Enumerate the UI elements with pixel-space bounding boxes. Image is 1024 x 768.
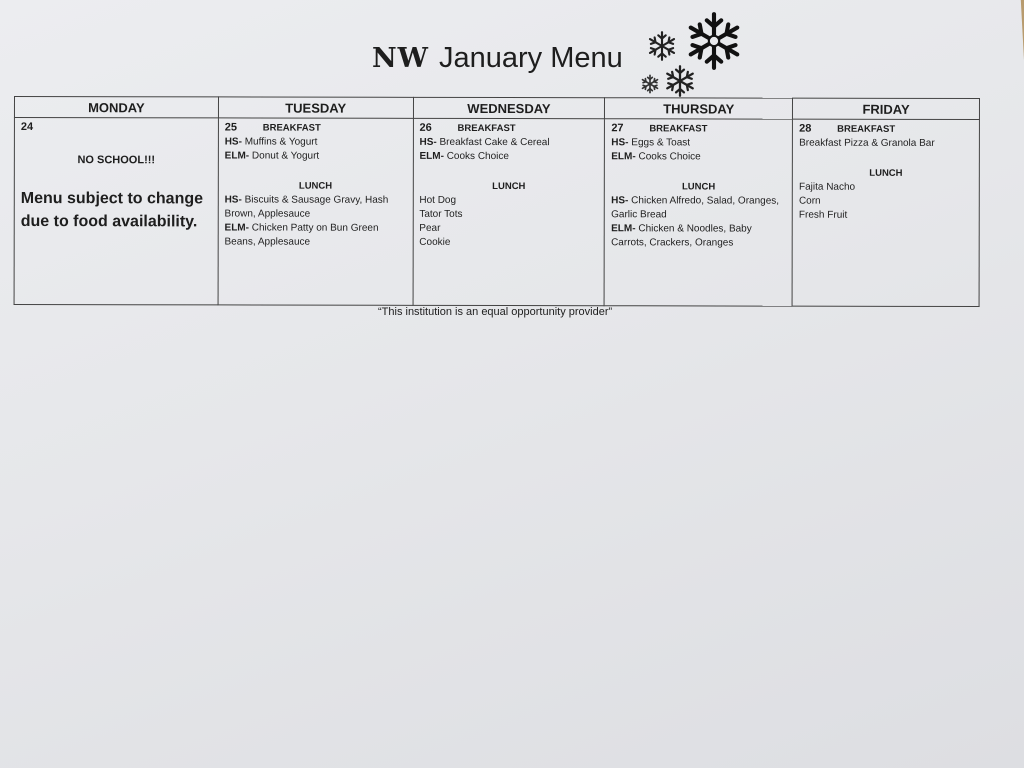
school-tag: HS- — [224, 136, 242, 148]
menu-line — [224, 221, 406, 249]
menu-line — [611, 194, 786, 222]
menu-item: Chicken & Noodles, Baby Carrots, Crackers, Oranges — [611, 223, 752, 249]
menu-line — [419, 150, 598, 164]
menu-line — [419, 136, 598, 150]
breakfast-heading: BREAKFAST — [649, 123, 708, 135]
date-row — [799, 122, 973, 137]
school-tag: ELM- — [224, 222, 250, 234]
day-header: MONDAY — [14, 97, 218, 118]
menu-item: Corn — [798, 195, 821, 207]
menu-line — [225, 135, 407, 149]
equal-opportunity-statement: “This institution is an equal opportunity provider” — [378, 306, 613, 318]
lunch-heading: LUNCH — [298, 180, 333, 192]
menu-line — [225, 193, 407, 221]
menu-item: Cooks Choice — [638, 151, 701, 163]
menu-item: Eggs & Toast — [631, 137, 691, 149]
no-school-label: NO SCHOOL!!! — [77, 154, 156, 167]
day-header: WEDNESDAY — [413, 97, 605, 118]
menu-item: Breakfast Cake & Cereal — [439, 136, 550, 149]
menu-item: Cooks Choice — [446, 150, 509, 163]
menu-item: Breakfast Pizza & Granola Bar — [799, 137, 935, 149]
menu-line — [419, 236, 598, 250]
menu-row — [14, 118, 979, 307]
lunch-heading: LUNCH — [869, 167, 903, 179]
menu-item: Cookie — [419, 236, 451, 248]
school-tag: ELM- — [611, 151, 636, 163]
day-header: THURSDAY — [605, 98, 793, 119]
menu-line — [225, 149, 407, 163]
menu-line — [611, 136, 786, 150]
lunch-heading: LUNCH — [492, 181, 526, 193]
lunch-heading: LUNCH — [681, 181, 716, 193]
school-tag: HS- — [224, 194, 242, 206]
menu-item: Donut & Yogurt — [251, 150, 320, 162]
spacer — [611, 164, 786, 180]
date-row — [611, 121, 786, 136]
menu-line — [419, 222, 598, 236]
day-header: TUESDAY — [218, 97, 413, 118]
menu-item: Chicken Alfredo, Salad, Oranges, Garlic Bread — [611, 195, 780, 221]
title-bold: NW — [372, 43, 430, 74]
menu-line — [799, 181, 973, 195]
snowflake-icon — [663, 64, 697, 98]
snowflake-icon — [646, 30, 678, 62]
breakfast-heading: BREAKFAST — [262, 122, 321, 134]
date-number: 26 — [419, 121, 432, 134]
menu-line — [799, 209, 973, 223]
date-number: 28 — [799, 122, 812, 135]
menu-notice: Menu subject to change due to food availability. — [20, 190, 204, 231]
desk-edge — [1016, 0, 1024, 60]
menu-line — [799, 195, 973, 209]
date-row — [225, 120, 407, 135]
menu-item: Hot Dog — [419, 194, 457, 206]
menu-item: Fresh Fruit — [798, 209, 848, 221]
day-header: FRIDAY — [793, 98, 980, 119]
menu-item: Chicken Patty on Bun Green Beans, Applesauce — [224, 222, 379, 248]
school-tag: ELM- — [419, 150, 444, 162]
header-row — [14, 97, 979, 120]
date-number: 27 — [611, 122, 624, 135]
breakfast-heading: BREAKFAST — [837, 123, 896, 135]
menu-line — [611, 222, 786, 250]
day-cell-wednesday — [413, 118, 605, 305]
menu-line — [419, 194, 598, 208]
school-tag: HS- — [419, 136, 437, 148]
menu-item: Muffins & Yogurt — [244, 136, 318, 148]
menu-item: Fajita Nacho — [798, 181, 856, 193]
snowflake-icon — [640, 74, 660, 94]
page-title — [372, 38, 623, 79]
spacer — [225, 163, 407, 179]
date-number: 25 — [224, 121, 238, 134]
menu-line — [799, 137, 973, 151]
school-tag: HS- — [611, 137, 629, 149]
day-cell-friday — [792, 119, 979, 306]
title-rest: January Menu — [439, 42, 623, 74]
breakfast-heading: BREAKFAST — [457, 122, 516, 135]
school-tag: ELM- — [224, 150, 250, 162]
snowflake-icon — [683, 10, 745, 72]
date-number: 24 — [20, 121, 34, 134]
menu-item: Biscuits & Sausage Gravy, Hash Brown, Applesauce — [224, 194, 389, 220]
menu-line — [611, 150, 786, 164]
day-cell-monday — [14, 118, 218, 305]
school-tag: HS- — [611, 195, 629, 207]
date-row — [420, 121, 599, 136]
day-cell-thursday — [604, 119, 792, 306]
spacer — [799, 151, 973, 167]
menu-item: Pear — [419, 222, 441, 234]
menu-line — [419, 208, 598, 222]
menu-table — [14, 96, 980, 307]
spacer — [419, 164, 598, 180]
menu-item: Tator Tots — [419, 208, 463, 220]
school-tag: ELM- — [611, 223, 636, 235]
day-cell-tuesday — [218, 118, 413, 305]
